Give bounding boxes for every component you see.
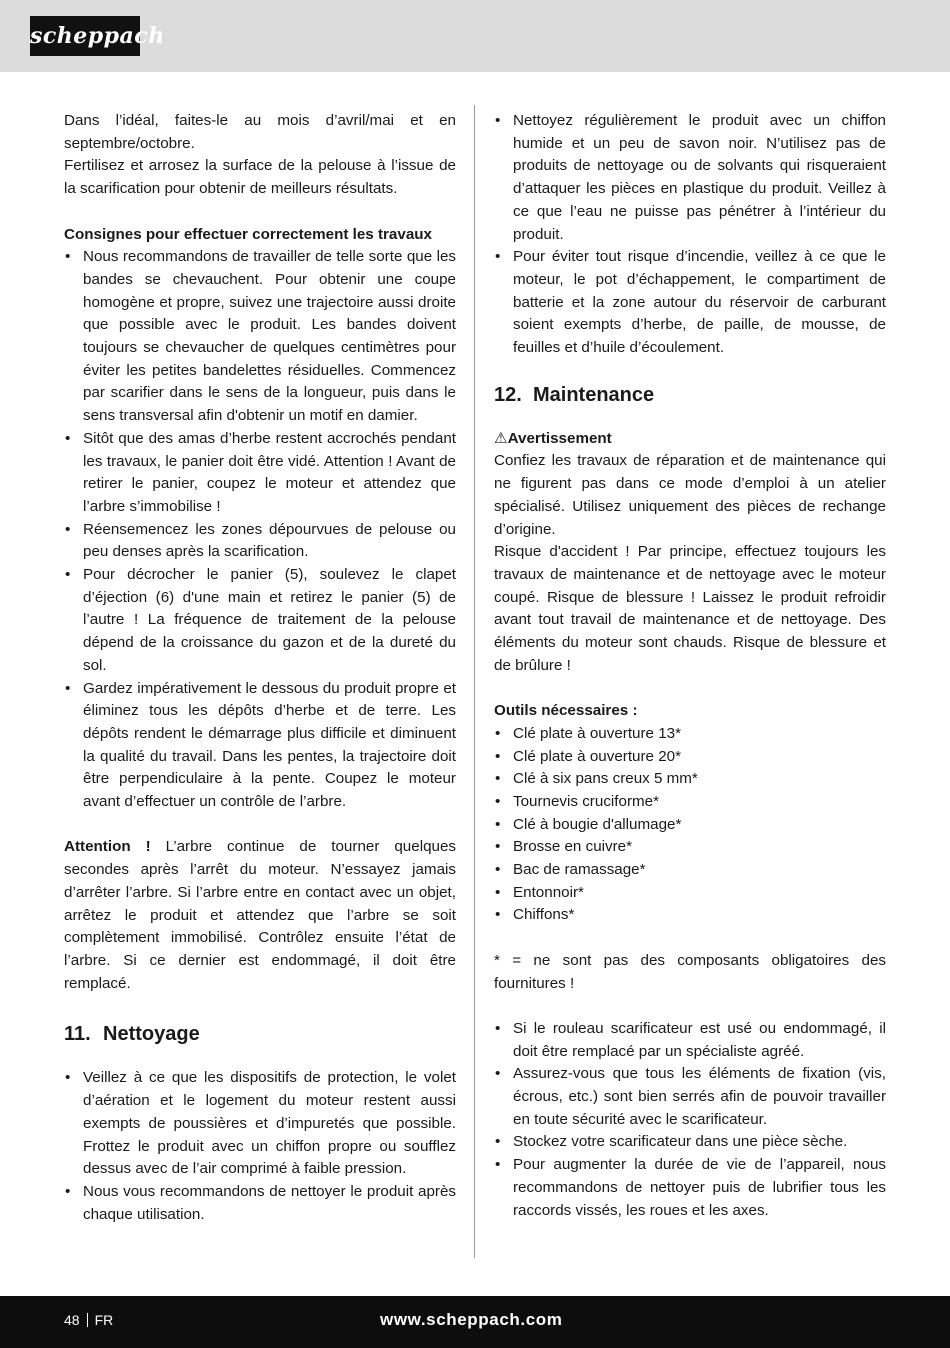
list-item: • Si le rouleau scarificateur est usé ou endommagé, il doit être remplacé par un spécialiste agréé. <box>494 1018 886 1063</box>
list-item: • Pour éviter tout risque d’incendie, veillez à ce que le moteur, le pot d’échappement, le compartiment de batterie et la zone autour du réservoir de carburant soient exempts d’herbe, de paille, de mousse, de feuilles et d’huile d’écoulement. <box>494 246 886 360</box>
list-item: • Clé à six pans creux 5 mm* <box>494 768 886 791</box>
list-item: • Assurez-vous que tous les éléments de fixation (vis, écrous, etc.) sont bien serrés afin de pouvoir travailler en toute sécurité avec le scarificateur. <box>494 1063 886 1131</box>
section-11-heading <box>64 1021 456 1047</box>
list-item: • Tournevis cruciforme* <box>494 791 886 814</box>
list-item: • Clé plate à ouverture 13* <box>494 723 886 746</box>
tools-note: * = ne sont pas des composants obligatoires des fournitures ! <box>494 951 886 992</box>
attention-text: L’arbre continue de tourner quelques secondes après l’arrêt du moteur. N’essayez jamais d’arrêter l’arbre. Si l’arbre entre en contact avec un objet, arrêtez le produit et attendez que l’arbre se soit complètement immobilisé. Contrôlez ensuite l’état de l’arbre. Si ce dernier est endommagé, il doit être remplacé. <box>64 838 456 992</box>
maintenance-list <box>494 1018 886 1222</box>
list-item: • Stockez votre scarificateur dans une pièce sèche. <box>494 1131 886 1154</box>
section-title: Nettoyage <box>103 1023 200 1046</box>
list-item: • Pour augmenter la durée de vie de l’appareil, nous recommandons de nettoyer puis de lubrifier tous les raccords vissés, les roues et les axes. <box>494 1154 886 1222</box>
list-item: • Entonnoir* <box>494 882 886 905</box>
header-bar <box>0 0 950 72</box>
page-indicator <box>64 1311 113 1329</box>
footer-bar <box>0 1296 950 1348</box>
section-number: 12. <box>494 383 522 406</box>
tools-heading: Outils nécessaires : <box>494 702 638 720</box>
page-separator <box>87 1313 88 1327</box>
language-code: FR <box>94 1312 114 1328</box>
warning-title: Avertissement <box>507 429 612 447</box>
list-item: • Chiffons* <box>494 904 886 927</box>
tools-list <box>494 723 886 927</box>
right-column <box>494 110 886 1222</box>
list-item: • Pour décrocher le panier (5), soulevez le clapet d’éjection (6) d'une main et retirez le panier (5) de l’autre ! La fréquence de traitement de la pelouse dépend de la croissance du gazon et de la dureté du sol. <box>64 564 456 678</box>
attention-paragraph <box>64 836 456 995</box>
list-item: • Gardez impérativement le dessous du produit propre et éliminez tous les dépôts d’herbe et de terre. Les dépôts rendent le démarrage plus difficile et diminuent la qualité du travail. Dans les pentes, la trajectoire doit être perpendiculaire à la pente. Coupez le moteur avant d’effectuer un contrôle de l’arbre. <box>64 678 456 814</box>
attention-label: Attention ! <box>64 838 151 856</box>
nettoyage-list <box>64 1067 456 1226</box>
list-item: • Nettoyez régulièrement le produit avec un chiffon humide et un peu de savon noir. N’utilisez pas de produits de nettoyage ou de solvants qui risqueraient d’attaquer les pièces en plastique du produit. Veillez à ce que l’eau ne puisse pas pénétrer à l’intérieur du produit. <box>494 110 886 246</box>
list-item: • Brosse en cuivre* <box>494 836 886 859</box>
warning-paragraph: Confiez les travaux de réparation et de maintenance qui ne figurent pas dans ce mode d’emploi à un atelier spécialisé. Utilisez uniquement des pièces de rechange d’origine. <box>494 452 886 538</box>
page-number: 48 <box>64 1312 80 1328</box>
consignes-list <box>64 246 456 814</box>
intro-paragraph: Fertilisez et arrosez la surface de la pelouse à l’issue de la scarification pour obtenir de meilleurs résultats. <box>64 157 456 198</box>
left-column <box>64 110 456 1226</box>
consignes-heading: Consignes pour effectuer correctement les travaux <box>64 225 432 243</box>
warning-heading <box>494 428 886 451</box>
risk-paragraph: Risque d'accident ! Par principe, effectuez toujours les travaux de maintenance et de nettoyage avec le moteur coupé. Risque de blessure ! Laissez le produit refroidir avant tout travail de maintenance et de nettoyage. Des éléments du moteur sont chauds. Risque de blessure et de brûlure ! <box>494 543 886 674</box>
website-link[interactable]: www.scheppach.com <box>380 1310 563 1329</box>
section-title: Maintenance <box>533 383 655 406</box>
list-item: • Nous vous recommandons de nettoyer le produit après chaque utilisation. <box>64 1181 456 1226</box>
list-item: • Clé à bougie d'allumage* <box>494 814 886 837</box>
section-number: 11. <box>64 1023 91 1046</box>
list-item: • Clé plate à ouverture 20* <box>494 746 886 769</box>
warning-icon: ⚠ <box>494 429 508 447</box>
column-divider <box>474 105 475 1258</box>
nettoyage-cont-list <box>494 110 886 360</box>
list-item: • Veillez à ce que les dispositifs de protection, le volet d’aération et le logement du moteur restent aussi exempts de poussières et d’impuretés que possible. Frottez le produit avec un chiffon propre ou soufflez dessus avec de l’air comprimé à faible pression. <box>64 1067 456 1181</box>
list-item: • Réensemencez les zones dépourvues de pelouse ou peu denses après la scarification. <box>64 519 456 564</box>
brand-logo: scheppach <box>30 16 140 56</box>
list-item: • Bac de ramassage* <box>494 859 886 882</box>
list-item: • Nous recommandons de travailler de telle sorte que les bandes se chevauchent. Pour obtenir une coupe homogène et propre, suivez une trajectoire aussi droite que possible avec le produit. Les bandes doivent toujours se chevaucher de quelques centimètres pour éviter les petites bandelettes résiduelles. Commencez par scarifier dans le sens de la longueur, puis dans le sens transversal afin d'obtenir un motif en damier. <box>64 246 456 428</box>
section-12-heading <box>494 382 886 408</box>
list-item: • Sitôt que des amas d’herbe restent accrochés pendant les travaux, le panier doit être vidé. Attention ! Avant de retirer le panier, coupez le moteur et attendez que l’arbre s’immobilise ! <box>64 428 456 519</box>
intro-paragraph: Dans l’idéal, faites-le au mois d’avril/mai et en septembre/octobre. <box>64 112 456 152</box>
